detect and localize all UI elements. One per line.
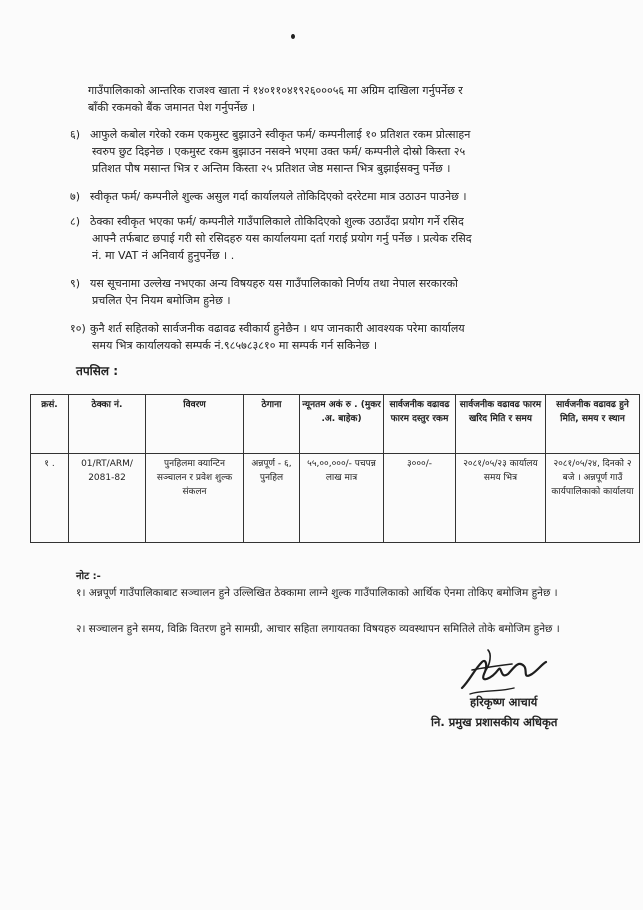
clause-number: १०) — [70, 322, 86, 335]
clause-line: स्वरुप छुट दिइनेछ । एकमुस्ट रकम बुझाउन नसक्ने भएमा उक्त फर्म/ कम्पनीले दोस्रो किस्ता २५ — [92, 145, 466, 158]
table-header-row — [31, 395, 640, 454]
clause-number: ८) — [70, 215, 81, 228]
header-auction-date-place: सार्वजनीक वढावढ हुने मिति, समय र स्थान — [546, 395, 640, 454]
header-minimum-amount: न्यूनतम अकं रु . (मुकर .अ. बाहेक) — [300, 395, 384, 454]
clause-line: कुनै शर्त सहितको सार्वजनीक वढावढ स्वीकार्य हुनेछैन । थप जानकारी आवश्यक परेमा कार्यालय — [90, 322, 465, 335]
clause-number: ६) — [70, 128, 81, 141]
intro-paragraph — [88, 82, 463, 116]
clause-line: आफुले कबोल गरेको रकम एकमुस्ट बुझाउने स्वीकृत फर्म/ कम्पनीलाई १० प्रतिशत रकम प्रोत्साहन — [90, 128, 471, 141]
cell-form-purchase-date: २०८१/०५/२३ कार्यालय समय भित्र — [456, 454, 546, 543]
clause-9 — [70, 275, 458, 309]
clause-line: नं. मा VAT नं अनिवार्य हुनुपर्नेछ । . — [92, 249, 235, 262]
header-description: विवरण — [146, 395, 244, 454]
note-item: २। सञ्चालन हुने समय, विक्रि वितरण हुने सामग्री, आचार सहिता लगायतका विषयहरु व्यवस्थापन समितिले तोके बमोजिम हुनेछ । — [76, 623, 560, 635]
header-contract-no: ठेक्का नं. — [69, 395, 146, 454]
cell-contract-no: 01/RT/ARM/ 2081-82 — [69, 454, 146, 543]
clause-line: प्रचलित ऐन नियम बमोजिम हुनेछ । — [92, 294, 231, 307]
table-row — [31, 454, 640, 543]
clause-number: ७) — [70, 190, 81, 203]
clause-line: स्वीकृत फर्म/ कम्पनीले शुल्क असुल गर्दा कार्यालयले तोकिदिएको दररेटमा मात्र उठाउन पाउनेछ । — [90, 190, 467, 203]
signatory-name: हरिकृष्ण आचार्य — [470, 695, 538, 709]
notes-heading: नोट :- — [76, 571, 101, 582]
cell-form-fee: ३०००/- — [384, 454, 456, 543]
clause-line: समय भित्र कार्यालयको सम्पर्क नं.९८५७८३८१० मा सम्पर्क गर्न सकिनेछ । — [92, 339, 377, 352]
cell-address: अन्नपूर्ण - ६, पुनहिल — [244, 454, 300, 543]
cell-serial: १ . — [31, 454, 69, 543]
clause-7 — [70, 188, 467, 205]
signature-image — [452, 640, 552, 700]
signatory-title: नि. प्रमुख प्रशासकीय अधिकृत — [431, 715, 558, 729]
cell-description: पुनहिलमा क्यान्टिन सञ्चालन र प्रवेश शुल्क संकलन — [146, 454, 244, 543]
header-address: ठेगाना — [244, 395, 300, 454]
speck-mark — [291, 34, 295, 39]
intro-line: बाँकी रकमको बैंक जमानत पेश गर्नुपर्नेछ । — [88, 101, 256, 114]
intro-line: गाउँपालिकाको आन्तरिक राजश्व खाता नं १४०११०४१९२६०००५६ मा अग्रिम दाखिला गर्नुपर्नेछ र — [88, 84, 463, 97]
clause-line: प्रतिशत पौष मसान्त भित्र र अन्तिम किस्ता २५ प्रतिशत जेष्ठ मसान्त भित्र बुझाईसक्नु पर्नेछ । — [92, 162, 451, 175]
header-form-fee: सार्वजनीक वढावढ फारम दस्तुर रकम — [384, 395, 456, 454]
schedule-heading: तपसिल : — [76, 364, 118, 378]
cell-minimum-amount: ५५,००,०००/- पचपन्न लाख मात्र — [300, 454, 384, 543]
note-item: १। अन्नपूर्ण गाउँपालिकाबाट सञ्चालन हुने उल्लिखित ठेक्कामा लाग्ने शुल्क गाउँपालिकाको आर्थिक ऐनमा तोकिए बमोजिम हुनेछ । — [76, 587, 558, 599]
clause-line: आफ्नै तर्फबाट छपाई गरी सो रसिदहरु यस कार्यालयमा दर्ता गराई प्रयोग गर्नु पर्नेछ । प्रत्येक रसिद — [92, 232, 472, 245]
cell-auction-date-place: २०८१/०५/२४, दिनको २ बजे । अन्नपूर्ण गाउँ कार्यपालिकाको कार्यालया — [546, 454, 640, 543]
tender-table — [30, 394, 640, 543]
clause-6 — [70, 126, 470, 177]
clause-number: ९) — [70, 277, 81, 290]
header-form-purchase-date: सार्वजनीक वढावढ फारम खरिद मिति र समय — [456, 395, 546, 454]
clause-line: ठेक्का स्वीकृत भएका फर्म/ कम्पनीले गाउँपालिकाले तोकिदिएको शुल्क उठाउँदा प्रयोग गर्ने रसिद — [90, 215, 464, 228]
clause-10 — [70, 320, 465, 354]
clause-line: यस सूचनामा उल्लेख नभएका अन्य विषयहरु यस गाउँपालिकाको निर्णय तथा नेपाल सरकारको — [90, 277, 458, 290]
header-serial: क्रसं. — [31, 395, 69, 454]
clause-8 — [70, 213, 472, 264]
